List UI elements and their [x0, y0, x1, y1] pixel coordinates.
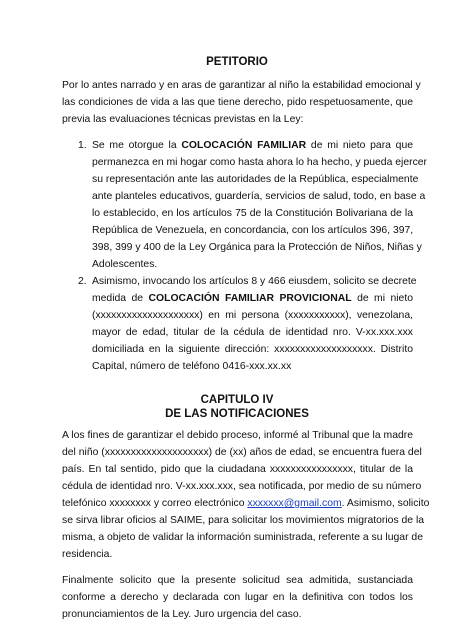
item2-line: Capital, número de teléfono 0416-xxx.xx.xx	[92, 361, 292, 372]
closing-line: conforme a derecho y declarada con lugar en la definitiva con todos los	[62, 592, 413, 603]
item1-text: Se me otorgue la	[92, 140, 182, 151]
petitorio-title: PETITORIO	[206, 56, 268, 68]
notif-line: misma, a objeto de validar la información suministrada, referente a su lugar de	[62, 532, 423, 543]
item1-line: lo establecido, en los artículos 75 de la Constitución Bolivariana de la	[92, 208, 413, 219]
chapter-title: CAPITULO IV	[200, 394, 274, 406]
notif-line	[62, 497, 430, 511]
intro-line: previa las evaluaciones técnicas previstas en la Ley:	[62, 114, 304, 125]
notif-line: del niño (xxxxxxxxxxxxxxxxxxxx) de (xx) años de edad, se encuentra fuera del	[62, 447, 422, 458]
item1-line: permanezca en mi hogar como hasta ahora lo ha hecho, y pueda ejercer	[92, 157, 428, 168]
chapter-subtitle: DE LAS NOTIFICACIONES	[165, 408, 309, 420]
list-number: 1.	[78, 140, 87, 151]
notif-line: país. En tal sentido, pido que la ciudadana xxxxxxxxxxxxxxxx, titular de la	[62, 464, 413, 475]
notif-line: se sirva librar oficios al SAIME, para solicitar los movimientos migratorios de la	[62, 515, 425, 526]
intro-line: Por lo antes narrado y en aras de garantizar al niño la estabilidad emocional y	[62, 80, 421, 91]
item2-line	[92, 292, 413, 306]
item2-line: Asimismo, invocando los artículos 8 y 466 eiusdem, solicito se decrete	[92, 276, 417, 287]
notif-text: . Asimismo, solicito	[341, 498, 430, 509]
item2-bold-text: COLOCACIÓN FAMILIAR PROVICIONAL	[148, 293, 352, 304]
intro-line: las condiciones de vida a las que tiene derecho, pido respetuosamente, que	[62, 97, 413, 108]
item1-line: su representación ante las autoridades de la República, especialmente	[92, 174, 419, 185]
email-link[interactable]: xxxxxxx@gmail.com	[247, 498, 342, 509]
item2-line: domiciliada en la siguiente dirección: xxxxxxxxxxxxxxxxxxx. Distrito	[92, 344, 413, 355]
notif-line: cédula de identidad nro. V-xx.xxx.xxx, sea notificada, por medio de su número	[62, 481, 422, 492]
item2-line: (xxxxxxxxxxxxxxxxxxxx) en mi persona (xxxxxxxxxxx), venezolana,	[92, 310, 413, 321]
item2-text: de mi nieto	[351, 293, 413, 304]
item1-bold-text: COLOCACIÓN FAMILIAR	[181, 140, 307, 151]
list-number: 2.	[78, 276, 87, 287]
notif-text: telefónico xxxxxxxx y correo electrónico	[62, 498, 248, 509]
notif-line: A los fines de garantizar el debido proceso, informé al Tribunal que la madre	[62, 430, 413, 441]
item1-text: de mi nieto para que	[306, 140, 414, 151]
item1-line	[92, 139, 413, 153]
closing-line: pronunciamientos de la Ley. Juro urgencia del caso.	[62, 609, 302, 620]
item1-line: República de Venezuela, en concordancia, con los artículos 396, 397,	[92, 225, 414, 236]
item1-line: 398, 399 y 400 de la Ley Orgánica para la Protección de Niños, Niñas y	[92, 242, 422, 253]
closing-line: Finalmente solicito que la presente solicitud sea admitida, sustanciada	[62, 575, 413, 586]
notif-line: residencia.	[62, 549, 113, 560]
item2-line: mayor de edad, titular de la cédula de identidad nro. V-xx.xxx.xxx	[92, 327, 413, 338]
item2-text: medida de	[92, 293, 149, 304]
item1-line: ante planteles educativos, guardería, servicios de salud, todo, en base a	[92, 191, 426, 202]
item1-line: Adolescentes.	[92, 259, 158, 270]
